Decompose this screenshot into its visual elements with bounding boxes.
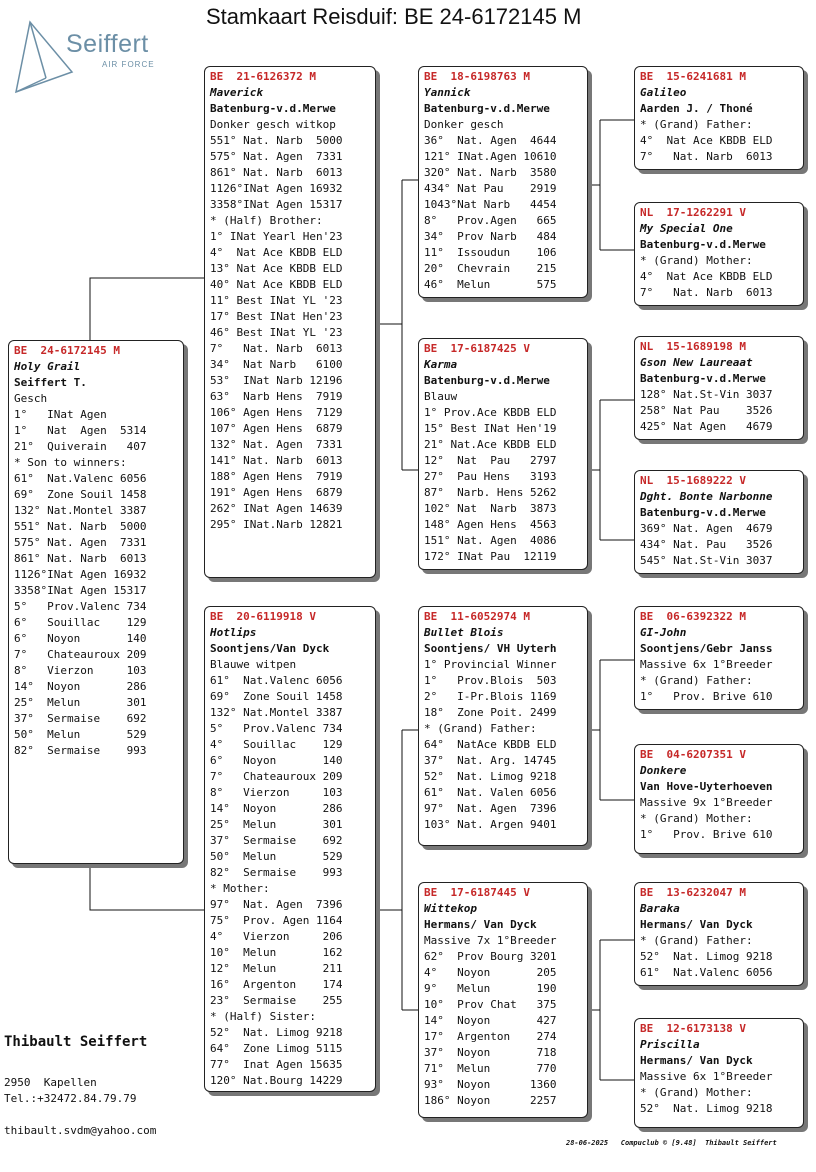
result-line: 4° Noyon 205 (424, 966, 557, 979)
ring-number: BE 20-6119918 V (210, 610, 316, 623)
result-line: 1° INat Yearl Hen'23 (210, 230, 343, 243)
result-line: 20° Chevrain 215 (424, 262, 557, 275)
result-line: 4° Nat Ace KBDB ELD (210, 246, 343, 259)
result-line: 5° Prov.Valenc 734 (210, 722, 343, 735)
result-line: 575° Nat. Agen 7331 (210, 150, 343, 163)
result-line: 27° Pau Hens 3193 (424, 470, 557, 483)
result-line: 132° Nat.Montel 3387 (14, 504, 147, 517)
result-line: 7° Nat. Narb 6013 (210, 342, 343, 355)
card-subject[interactable] (8, 340, 184, 864)
ring-number: BE 12-6173138 V (640, 1022, 746, 1035)
result-line: 7° Nat. Narb 6013 (640, 150, 773, 163)
result-line: 25° Melun 301 (14, 696, 147, 709)
pigeon-name: Karma (424, 358, 458, 371)
result-line: 861° Nat. Narb 6013 (14, 552, 147, 565)
result-line: 8° Vierzon 103 (14, 664, 147, 677)
result-line: 69° Zone Souil 1458 (210, 690, 343, 703)
result-line: 14° Noyon 286 (210, 802, 343, 815)
result-line: 40° Nat Ace KBDB ELD (210, 278, 343, 291)
breeder-name: Batenburg-v.d.Merwe (210, 102, 336, 115)
result-line: 369° Nat. Agen 4679 (640, 522, 773, 535)
result-line: 172° INat Pau 12119 (424, 550, 557, 563)
result-line: 52° Nat. Limog 9218 (640, 950, 773, 963)
result-line: Blauw (424, 390, 458, 403)
result-line: 77° Inat Agen 15635 (210, 1058, 343, 1071)
result-line: 37° Sermaise 692 (210, 834, 343, 847)
result-line: 61° Nat.Valenc 6056 (640, 966, 773, 979)
result-line: 6° Noyon 140 (210, 754, 343, 767)
result-line: 258° Nat Pau 3526 (640, 404, 773, 417)
result-line: 52° Nat. Limog 9218 (640, 1102, 773, 1115)
result-line: 52° Nat. Limog 9218 (210, 1026, 343, 1039)
logo-subtitle: AIR FORCE (102, 60, 155, 69)
result-line: 50° Melun 529 (210, 850, 343, 863)
result-line: 1° Provincial Winner (424, 658, 557, 671)
result-line: 7° Chateauroux 209 (210, 770, 343, 783)
result-line: 34° Prov Narb 484 (424, 230, 557, 243)
result-line: 82° Sermaise 993 (14, 744, 147, 757)
result-line: 87° Narb. Hens 5262 (424, 486, 557, 499)
pigeon-name: Priscilla (640, 1038, 700, 1051)
result-line: Donker gesch witkop (210, 118, 336, 131)
result-line: Blauwe witpen (210, 658, 297, 671)
result-line: 1126°INat Agen 16932 (210, 182, 343, 195)
result-line: 1° Nat Agen 5314 (14, 424, 147, 437)
result-line: 1° Prov. Brive 610 (640, 690, 773, 703)
result-line: 64° NatAce KBDB ELD (424, 738, 557, 751)
result-line: * (Grand) Father: (640, 118, 753, 131)
ring-number: NL 15-1689198 M (640, 340, 746, 353)
breeder-name: Hermans/ Van Dyck (640, 918, 753, 931)
result-line: 14° Noyon 427 (424, 1014, 557, 1027)
card-ff-mother[interactable] (634, 202, 804, 306)
result-line: 97° Nat. Agen 7396 (210, 898, 343, 911)
result-line: 186° Noyon 2257 (424, 1094, 557, 1107)
result-line: 6° Noyon 140 (14, 632, 147, 645)
result-line: Massive 9x 1°Breeder (640, 796, 773, 809)
breeder-name: Aarden J. / Thoné (640, 102, 753, 115)
result-line: * (Grand) Mother: (640, 812, 753, 825)
card-mother-mother[interactable] (418, 882, 588, 1118)
result-line: 1° INat Agen (14, 408, 107, 421)
result-line: 120° Nat.Bourg 14229 (210, 1074, 343, 1087)
breeder-name: Hermans/ Van Dyck (640, 1054, 753, 1067)
result-line: 93° Noyon 1360 (424, 1078, 557, 1091)
result-line: 17° Best INat Hen'23 (210, 310, 343, 323)
result-line: 4° Nat Ace KBDB ELD (640, 134, 773, 147)
result-line: 8° Prov.Agen 665 (424, 214, 557, 227)
pigeon-name: Bullet Blois (424, 626, 504, 639)
result-line: 4° Souillac 129 (210, 738, 343, 751)
result-line: 36° Nat. Agen 4644 (424, 134, 557, 147)
result-line: 15° Best INat Hen'19 (424, 422, 557, 435)
card-mm-mother[interactable] (634, 1018, 804, 1128)
result-line: 861° Nat. Narb 6013 (210, 166, 343, 179)
result-line: 434° Nat Pau 2919 (424, 182, 557, 195)
result-line: 5° Prov.Valenc 734 (14, 600, 147, 613)
pigeon-name: GI-John (640, 626, 687, 639)
card-ff-father[interactable] (634, 66, 804, 170)
result-line: 10° Prov Chat 375 (424, 998, 557, 1011)
breeder-name: Soontjens/Van Dyck (210, 642, 330, 655)
card-mm-father[interactable] (634, 882, 804, 986)
result-line: 50° Melun 529 (14, 728, 147, 741)
result-line: * Son to winners: (14, 456, 127, 469)
result-line: 262° INat Agen 14639 (210, 502, 343, 515)
result-line: 52° Nat. Limog 9218 (424, 770, 557, 783)
result-line: 132° Nat.Montel 3387 (210, 706, 343, 719)
owner-name: Thibault Seiffert (4, 1034, 148, 1050)
result-line: 151° Nat. Agen 4086 (424, 534, 557, 547)
result-line: 82° Sermaise 993 (210, 866, 343, 879)
pigeon-name: My Special One (640, 222, 733, 235)
result-line: 21° Nat.Ace KBDB ELD (424, 438, 557, 451)
result-line: 7° Chateauroux 209 (14, 648, 147, 661)
result-line: 97° Nat. Agen 7396 (424, 802, 557, 815)
result-line: 14° Noyon 286 (14, 680, 147, 693)
breeder-name: Batenburg-v.d.Merwe (640, 238, 766, 251)
ring-number: BE 18-6198763 M (424, 70, 530, 83)
result-line: 63° Narb Hens 7919 (210, 390, 343, 403)
result-line: 46° Best INat YL '23 (210, 326, 343, 339)
result-line: 551° Nat. Narb 5000 (14, 520, 147, 533)
result-line: 128° Nat.St-Vin 3037 (640, 388, 773, 401)
result-line: 320° Nat. Narb 3580 (424, 166, 557, 179)
result-line: 62° Prov Bourg 3201 (424, 950, 557, 963)
result-line: 61° Nat.Valenc 6056 (210, 674, 343, 687)
ring-number: BE 06-6392322 M (640, 610, 746, 623)
card-fm-father[interactable] (634, 336, 804, 440)
owner-email: thibault.svdm@yahoo.com (4, 1124, 157, 1137)
result-line: * Mother: (210, 882, 270, 895)
result-line: 37° Sermaise 692 (14, 712, 147, 725)
result-line: 545° Nat.St-Vin 3037 (640, 554, 773, 567)
result-line: 61° Nat. Valen 6056 (424, 786, 557, 799)
result-line: 1° Prov. Brive 610 (640, 828, 773, 841)
card-mother-father[interactable] (418, 606, 588, 846)
result-line: 551° Nat. Narb 5000 (210, 134, 343, 147)
result-line: 191° Agen Hens 6879 (210, 486, 343, 499)
result-line: 13° Nat Ace KBDB ELD (210, 262, 343, 275)
result-line: 1043°Nat Narb 4454 (424, 198, 557, 211)
result-line: 3358°INat Agen 15317 (14, 584, 147, 597)
breeder-name: Batenburg-v.d.Merwe (640, 372, 766, 385)
result-line: * (Grand) Father: (640, 674, 753, 687)
pigeon-name: Baraka (640, 902, 680, 915)
result-line: 107° Agen Hens 6879 (210, 422, 343, 435)
result-line: 7° Nat. Narb 6013 (640, 286, 773, 299)
footer-credit: 28-06-2025 Compuclub © [9.48] Thibault Seiffert (566, 1139, 777, 1147)
breeder-name: Seiffert T. (14, 376, 87, 389)
result-line: 37° Nat. Arg. 14745 (424, 754, 557, 767)
result-line: 25° Melun 301 (210, 818, 343, 831)
ring-number: BE 17-6187425 V (424, 342, 530, 355)
result-line: * (Grand) Mother: (640, 1086, 753, 1099)
result-line: 425° Nat Agen 4679 (640, 420, 773, 433)
card-fm-mother[interactable] (634, 470, 804, 574)
card-mf-mother[interactable] (634, 744, 804, 854)
result-line: Donker gesch (424, 118, 504, 131)
result-line: 1° Prov.Blois 503 (424, 674, 557, 687)
result-line: 37° Noyon 718 (424, 1046, 557, 1059)
result-line: * (Grand) Mother: (640, 254, 753, 267)
result-line: * (Half) Sister: (210, 1010, 316, 1023)
result-line: 188° Agen Hens 7919 (210, 470, 343, 483)
result-line: Massive 7x 1°Breeder (424, 934, 557, 947)
card-father-father[interactable] (418, 66, 588, 298)
result-line: 575° Nat. Agen 7331 (14, 536, 147, 549)
breeder-name: Soontjens/Gebr Janss (640, 642, 773, 655)
result-line: 12° Melun 211 (210, 962, 343, 975)
ring-number: BE 13-6232047 M (640, 886, 746, 899)
ring-number: BE 21-6126372 M (210, 70, 316, 83)
page-title: Stamkaart Reisduif: BE 24-6172145 M (206, 4, 582, 29)
owner-phone: Tel.:+32472.84.79.79 (4, 1092, 137, 1105)
result-line: 10° Melun 162 (210, 946, 343, 959)
result-line: * (Grand) Father: (640, 934, 753, 947)
result-line: 148° Agen Hens 4563 (424, 518, 557, 531)
result-line: 11° Best INat YL '23 (210, 294, 343, 307)
ring-number: BE 11-6052974 M (424, 610, 530, 623)
ring-number: BE 24-6172145 M (14, 344, 120, 357)
result-line: 102° Nat Narb 3873 (424, 502, 557, 515)
result-line: Massive 6x 1°Breeder (640, 658, 773, 671)
result-line: 4° Vierzon 206 (210, 930, 343, 943)
pigeon-name: Galileo (640, 86, 687, 99)
result-line: 1126°INat Agen 16932 (14, 568, 147, 581)
result-line: 17° Argenton 274 (424, 1030, 557, 1043)
ring-number: NL 15-1689222 V (640, 474, 746, 487)
breeder-name: Batenburg-v.d.Merwe (424, 102, 550, 115)
owner-address: 2950 Kapellen (4, 1076, 97, 1089)
pigeon-name: Gson New Laureaat (640, 356, 753, 369)
card-father-mother[interactable] (418, 338, 588, 570)
result-line: 295° INat.Narb 12821 (210, 518, 343, 531)
pigeon-name: Dght. Bonte Narbonne (640, 490, 773, 503)
result-line: 53° INat Narb 12196 (210, 374, 343, 387)
result-line: 106° Agen Hens 7129 (210, 406, 343, 419)
result-line: 4° Nat Ace KBDB ELD (640, 270, 773, 283)
card-mother[interactable] (204, 606, 376, 1092)
pigeon-name: Yannick (424, 86, 471, 99)
result-line: 103° Nat. Argen 9401 (424, 818, 557, 831)
result-line: 46° Melun 575 (424, 278, 557, 291)
breeder-name: Soontjens/ VH Uyterh (424, 642, 557, 655)
result-line: 132° Nat. Agen 7331 (210, 438, 343, 451)
result-line: 9° Melun 190 (424, 982, 557, 995)
result-line: 141° Nat. Narb 6013 (210, 454, 343, 467)
ring-number: BE 15-6241681 M (640, 70, 746, 83)
pigeon-name: Maverick (210, 86, 263, 99)
result-line: 71° Melun 770 (424, 1062, 557, 1075)
logo-name: Seiffert (66, 30, 149, 58)
card-mf-father[interactable] (634, 606, 804, 710)
result-line: 16° Argenton 174 (210, 978, 343, 991)
result-line: 61° Nat.Valenc 6056 (14, 472, 147, 485)
result-line: 34° Nat Narb 6100 (210, 358, 343, 371)
result-line: 2° I-Pr.Blois 1169 (424, 690, 557, 703)
breeder-name: Hermans/ Van Dyck (424, 918, 537, 931)
result-line: 69° Zone Souil 1458 (14, 488, 147, 501)
result-line: 121° INat.Agen 10610 (424, 150, 557, 163)
result-line: 23° Sermaise 255 (210, 994, 343, 1007)
ring-number: BE 17-6187445 V (424, 886, 530, 899)
result-line: 11° Issoudun 106 (424, 246, 557, 259)
result-line: 12° Nat Pau 2797 (424, 454, 557, 467)
pigeon-name: Wittekop (424, 902, 477, 915)
ring-number: BE 04-6207351 V (640, 748, 746, 761)
result-line: 21° Quiverain 407 (14, 440, 147, 453)
result-line: 75° Prov. Agen 1164 (210, 914, 343, 927)
result-line: * (Grand) Father: (424, 722, 537, 735)
result-line: 64° Zone Limog 5115 (210, 1042, 343, 1055)
pigeon-name: Donkere (640, 764, 687, 777)
breeder-name: Batenburg-v.d.Merwe (640, 506, 766, 519)
result-line: Massive 6x 1°Breeder (640, 1070, 773, 1083)
pigeon-name: Holy Grail (14, 360, 81, 373)
breeder-name: Batenburg-v.d.Merwe (424, 374, 550, 387)
breeder-name: Van Hove-Uyterhoeven (640, 780, 773, 793)
result-line: 1° Prov.Ace KBDB ELD (424, 406, 557, 419)
card-father[interactable] (204, 66, 376, 578)
result-line: Gesch (14, 392, 48, 405)
result-line: 6° Souillac 129 (14, 616, 147, 629)
ring-number: NL 17-1262291 V (640, 206, 746, 219)
pigeon-name: Hotlips (210, 626, 257, 639)
result-line: 3358°INat Agen 15317 (210, 198, 343, 211)
result-line: 8° Vierzon 103 (210, 786, 343, 799)
result-line: 434° Nat. Pau 3526 (640, 538, 773, 551)
result-line: * (Half) Brother: (210, 214, 323, 227)
result-line: 18° Zone Poit. 2499 (424, 706, 557, 719)
